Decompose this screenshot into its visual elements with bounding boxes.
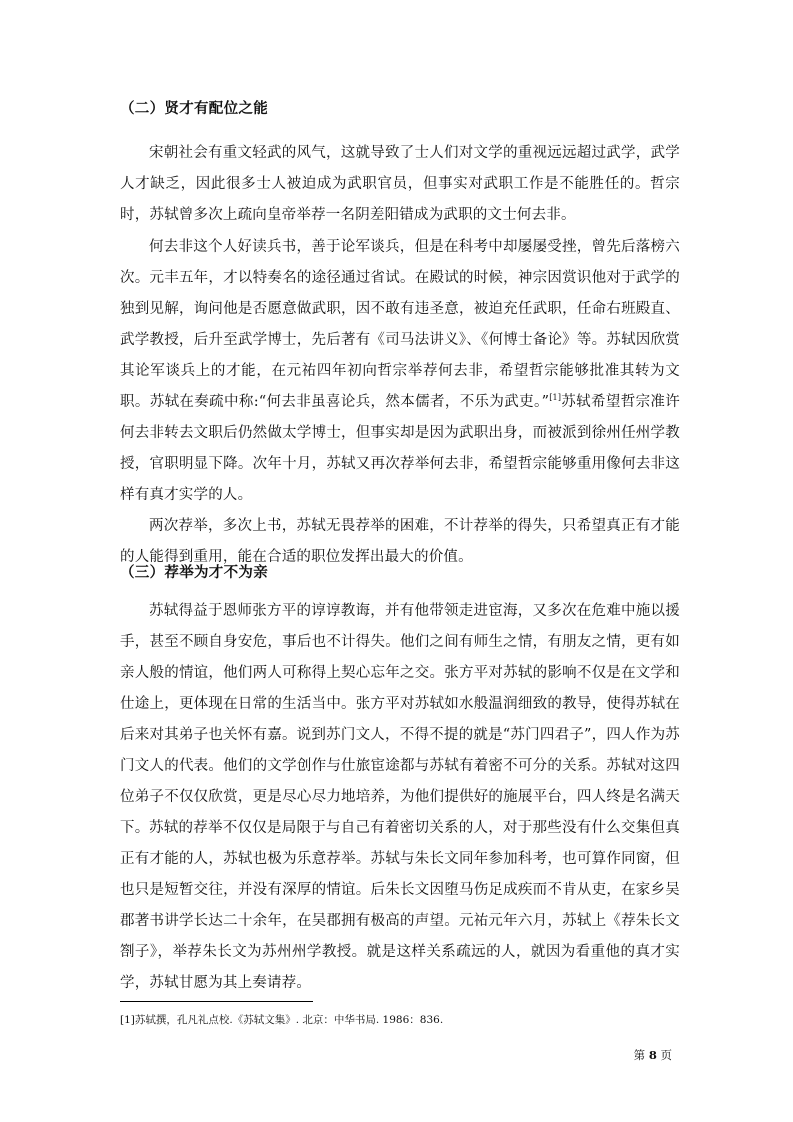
paragraph-text: 何去非这个人好读兵书，善于论军谈兵，但是在科考中却屡屡受挫，曾先后落榜六次。元丰五年，才以特奏名的途径通过省试。在殿试的时候，神宗因赏识他对于武学的独到见解，询问他是否愿意做武职，因不敢有违圣意，被迫充任武职，任命右班殿直、武学教授，后升至武学博士，先后著有《司马法讲义》、《何博士备论》等。苏轼因欣赏其论军谈兵上的才能，在元祐四年初向哲宗举荐何去非，希望哲宗能够批准其转为文职。苏轼在奏疏中称:“何去非虽喜论兵，然本儒者，不乐为武吏。” bbox=[120, 239, 680, 410]
page-number-prefix: 第 bbox=[633, 1048, 646, 1062]
page-number bbox=[634, 1047, 672, 1063]
page-number-suffix: 页 bbox=[660, 1048, 672, 1062]
paragraph bbox=[120, 232, 680, 511]
footnote-divider bbox=[120, 1001, 313, 1002]
paragraph: 苏轼得益于恩师张方平的谆谆教诲，并有他带领走进宦海，又多次在危难中施以援手，甚至不顾自身安危，事后也不计得失。他们之间有师生之情，有朋友之情，更有如亲人般的情谊，他们两人可称得上契心忘年之交。张方平对苏轼的影响不仅是在文学和仕途上，更体现在日常的生活当中。张方平对苏轼如水般温润细致的教导，使得苏轼在后来对其弟子也关怀有嘉。说到苏门文人，不得不提的就是“苏门四君子”，四人作为苏门文人的代表。他们的文学创作与仕旅宦途都与苏轼有着密不可分的关系。苏轼对这四位弟子不仅仅欣赏，更是尽心尽力地培养，为他们提供好的施展平台，四人终是名满天下。 bbox=[120, 603, 680, 836]
paragraph: 苏轼的荐举不仅仅是局限于与自己有着密切关系的人，对于那些没有什么交集但真正有才能的人，苏轼也极为乐意荐举。苏轼与朱长文同年参加科考，也可算作同窗，但也只是短暂交往，并没有深厚的情谊。后朱长文因堕马伤足成疾而不肯从吏，在家乡吴郡著书讲学长达二十余年，在吴郡拥有极高的声望。元祐元年六月，苏轼上《荐朱长文劄子》，举荐朱长文为苏州州学教授。就是这样关系疏远的人，就因为看重他的真才实学，苏轼甘愿为其上奏请荐。 bbox=[120, 820, 680, 991]
paragraph-text: 苏轼希望哲宗准许何去非转去文职后仍然做太学博士，但事实却是因为武职出身，而被派到徐州任州学教授，官职明显下降。次年十月，苏轼又再次荐举何去非，希望哲宗能够重用像何去非这样有真才实学的人。 bbox=[120, 394, 680, 503]
section-heading: （二）贤才有配位之能 bbox=[120, 100, 268, 117]
section-heading: （三）荐举为才不为亲 bbox=[120, 564, 268, 581]
footnote: [1]苏轼撰，孔凡礼点校.《苏轼文集》. 北京：中华书局. 1986：836. bbox=[120, 1014, 444, 1026]
paragraph: 两次荐举，多次上书，苏轼无畏荐举的困难，不计荐举的得失，只希望真正有才能的人能得到重用，能在合适的职位发挥出最大的价值。 bbox=[120, 518, 680, 565]
page-number-value: 8 bbox=[648, 1048, 657, 1062]
footnote-marker: [1] bbox=[549, 393, 562, 403]
paragraph: 宋朝社会有重文轻武的风气，这就导致了士人们对文学的重视远远超过武学，武学人才缺乏，因此很多士人被迫成为武职官员，但事实对武职工作是不能胜任的。哲宗时，苏轼曾多次上疏向皇帝举荐一名阴差阳错成为武职的文士何去非。 bbox=[120, 145, 680, 223]
